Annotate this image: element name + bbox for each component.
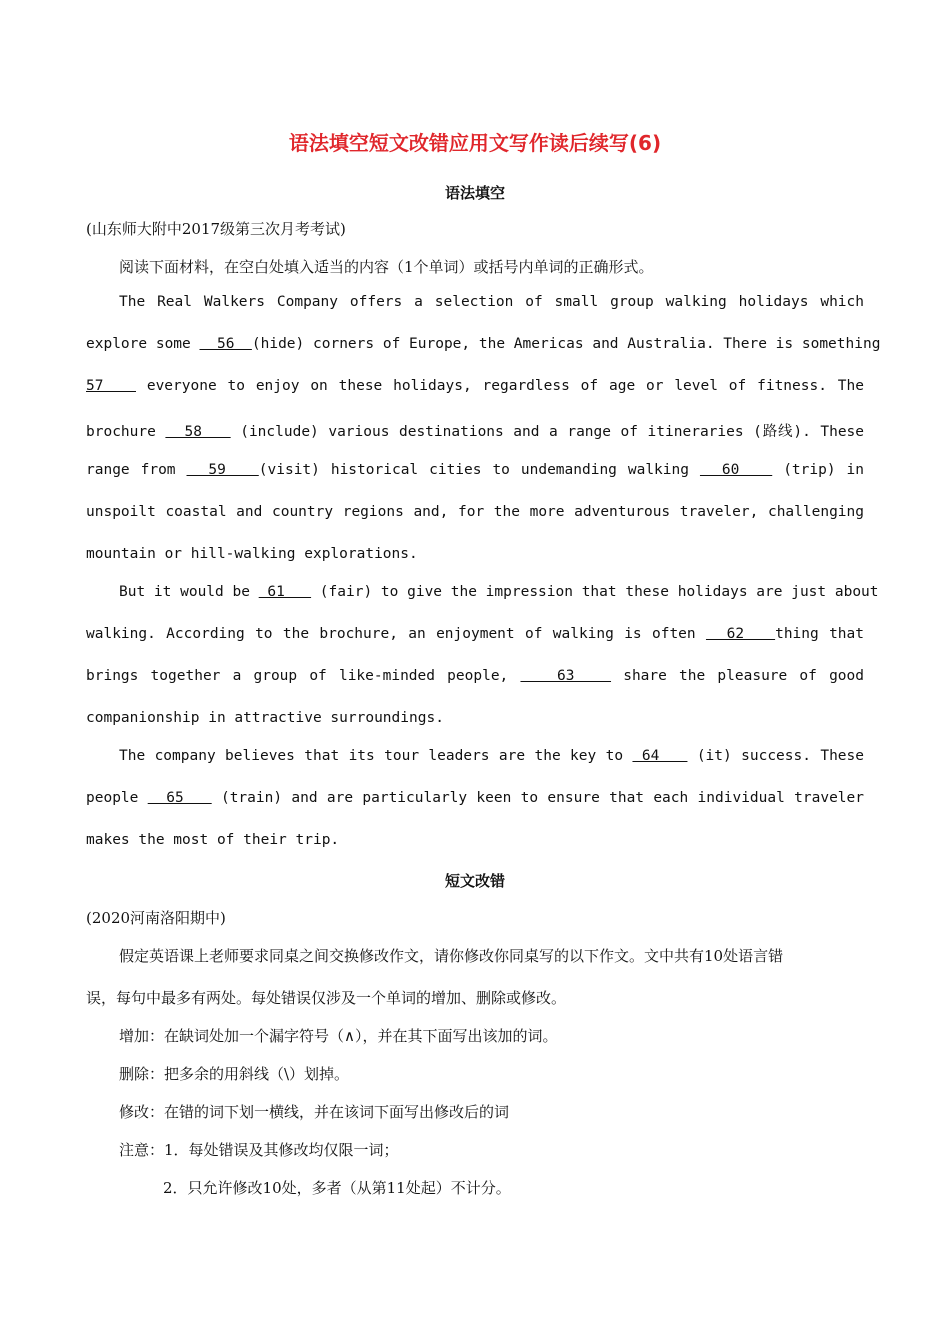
passage-line-13: people 65 (train) and are particularly keen to ensure that each individual traveler [86, 790, 864, 806]
blank-63[interactable]: 63 [520, 668, 612, 684]
passage-line-14: makes the most of their trip. [86, 832, 340, 848]
passage-line-6: unspoilt coastal and country regions and, for the more adventurous traveler, challenging [86, 504, 864, 520]
passage-line-12: The company believes that its tour leaders are the key to 64 (it) success. These [119, 748, 864, 764]
blank-60[interactable]: 60 [699, 462, 773, 478]
passage-line-10: brings together a group of like-minded people, 63 share the pleasure of good [86, 668, 864, 684]
blank-59[interactable]: 59 [186, 462, 259, 478]
page-title: 语法填空短文改错应用文写作读后续写(6) [288, 131, 662, 155]
rule-modify: 修改：在错的词下划一横线，并在该词下面写出修改后的词 [119, 1103, 510, 1121]
passage-line-8: But it would be 61 (fair) to give the impression that these holidays are just about [119, 584, 879, 600]
section-heading-correction: 短文改错 [444, 872, 505, 890]
blank-64[interactable]: 64 [632, 748, 688, 764]
blank-65[interactable]: 65 [147, 790, 212, 806]
section-heading-grammar: 语法填空 [444, 184, 505, 202]
blank-56[interactable]: 56 [199, 336, 252, 352]
note-1: 注意：1．每处错误及其修改均仅限一词； [119, 1141, 399, 1159]
passage-line-1: The Real Walkers Company offers a selection of small group walking holidays which [119, 294, 864, 310]
passage-line-7: mountain or hill-walking explorations. [86, 546, 418, 562]
correction-instruction-2: 误，每句中最多有两处。每处错误仅涉及一个单词的增加、删除或修改。 [86, 989, 567, 1007]
passage-line-2: explore some 56 (hide) corners of Europe, the Americas and Australia. There is something [86, 336, 881, 352]
passage-line-9: walking. According to the brochure, an enjoyment of walking is often 62 thing that [86, 626, 864, 642]
passage-line-3: 57 everyone to enjoy on these holidays, regardless of age or level of fitness. The [86, 378, 864, 394]
rule-add: 增加：在缺词处加一个漏字符号（∧），并在其下面写出该加的词。 [119, 1027, 558, 1045]
source-grammar: (山东师大附中2017级第三次月考考试) [86, 220, 346, 238]
passage-line-5: range from 59 (visit) historical cities to undemanding walking 60 (trip) in [86, 462, 864, 478]
passage-line-11: companionship in attractive surroundings. [86, 710, 444, 726]
instruction-grammar: 阅读下面材料，在空白处填入适当的内容（1个单词）或括号内单词的正确形式。 [119, 258, 654, 276]
rule-delete: 删除：把多余的用斜线（\）划掉。 [119, 1065, 350, 1083]
note-2: 2．只允许修改10处，多者（从第11处起）不计分。 [163, 1179, 511, 1197]
source-correction: (2020河南洛阳期中) [86, 909, 226, 927]
correction-instruction-1: 假定英语课上老师要求同桌之间交换修改作文，请你修改你同桌写的以下作文。文中共有10处语言错 [119, 947, 784, 965]
blank-58[interactable]: 58 [165, 424, 231, 440]
blank-61[interactable]: 61 [258, 584, 312, 600]
blank-57[interactable]: 57 [86, 378, 136, 394]
blank-62[interactable]: 62 [705, 626, 776, 642]
passage-line-4: brochure 58 (include) various destinations and a range of itineraries (路线). These [86, 424, 865, 440]
